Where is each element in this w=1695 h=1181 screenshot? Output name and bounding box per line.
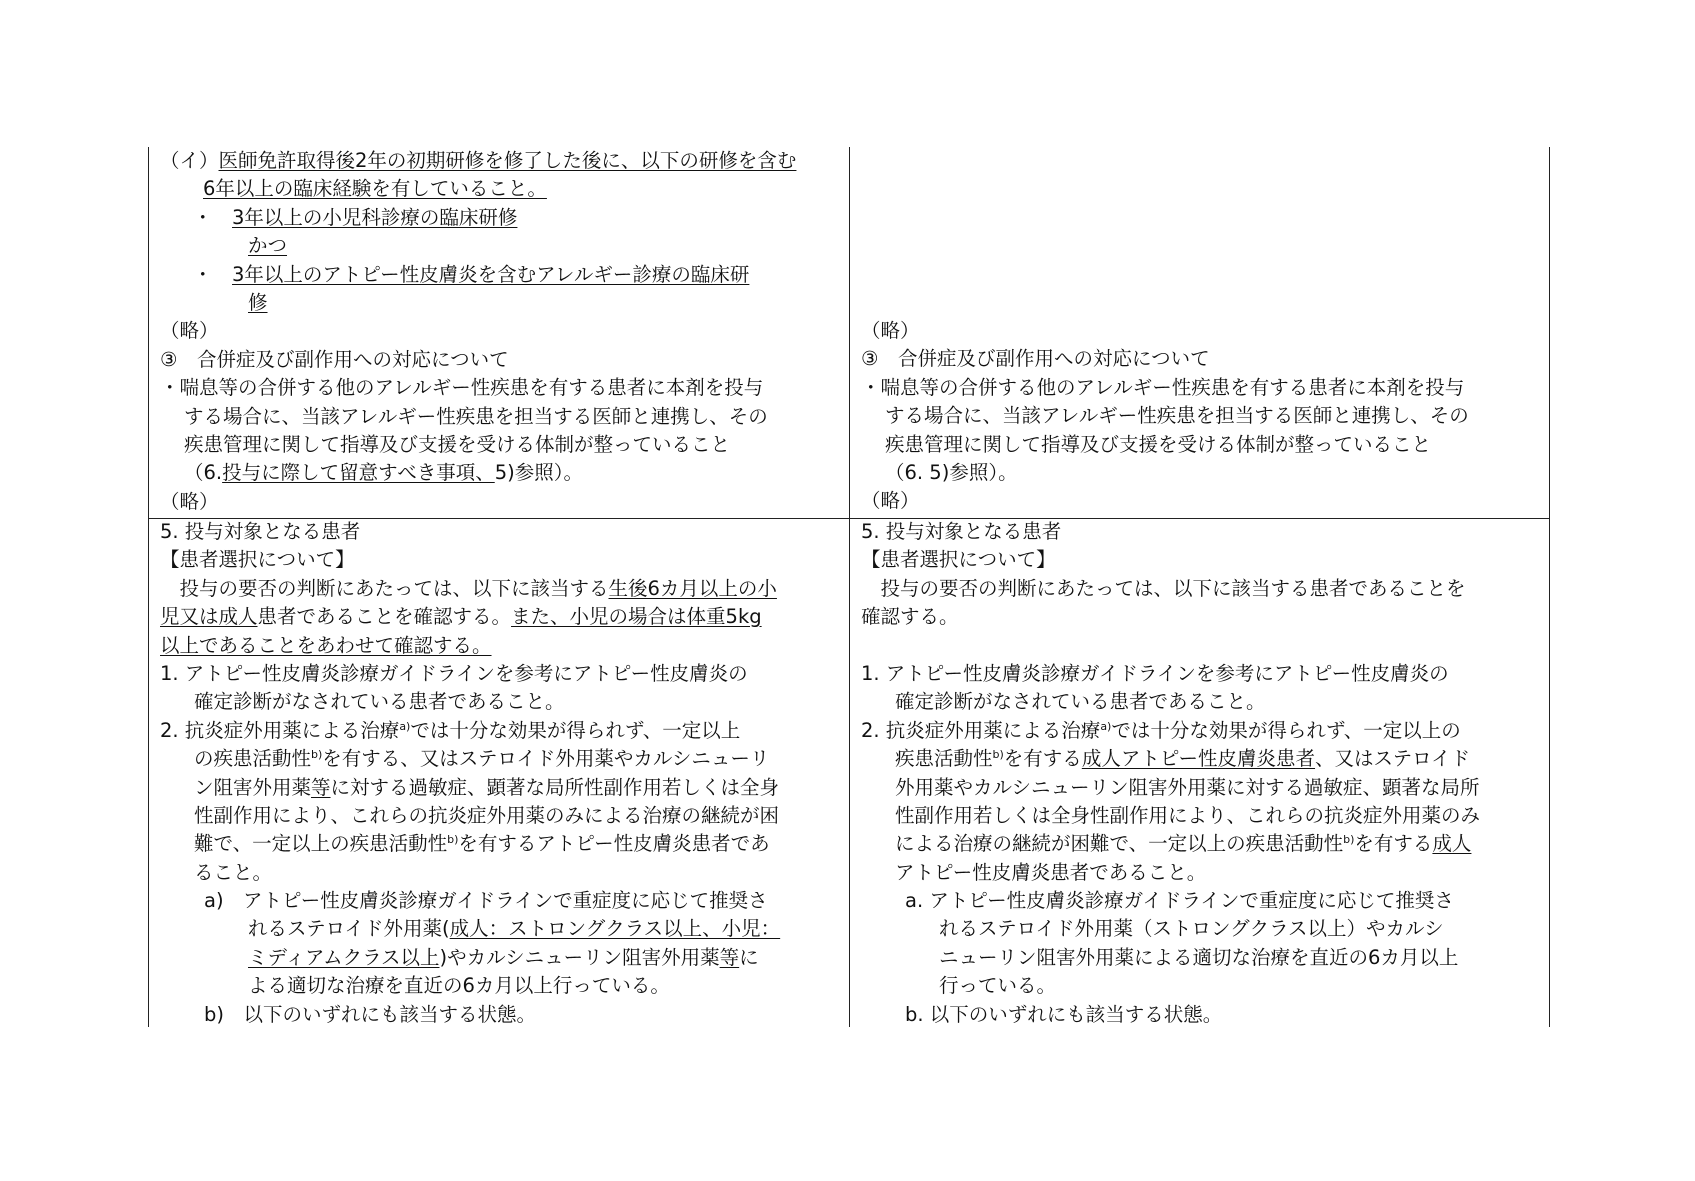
text-line <box>160 289 796 317</box>
table-border-right <box>1549 147 1550 1027</box>
omitted-marker: （略） <box>160 489 219 513</box>
text-line <box>160 147 796 175</box>
subsection-heading: 【患者選択について】 <box>160 548 355 572</box>
bullet-marker: ・ <box>193 205 233 229</box>
omitted-marker: （略） <box>861 489 920 513</box>
paragraph-line: する場合に、当該アレルギー性疾患を担当する医師と連携し、その <box>885 404 1469 428</box>
bullet-item <box>160 204 796 232</box>
paragraph-line: （6.投与に際して留意すべき事項、5)参照）。 <box>184 461 583 485</box>
list-item-continuation: 外用薬やカルシニューリン阻害外用薬に対する過敏症、顕著な局所 <box>895 775 1480 799</box>
list-item-continuation: 性副作用若しくは全身性副作用により、これらの抗炎症外用薬のみ <box>895 803 1481 827</box>
sub-list-item-continuation: ミディアムクラス以上)やカルシニューリン阻害外用薬等に <box>248 945 759 969</box>
text-line-underlined: 6年以上の臨床経験を有していること。 <box>203 177 547 201</box>
left-column-top <box>160 147 796 516</box>
paragraph-line: ・喘息等の合併する他のアレルギー性疾患を有する患者に本剤を投与 <box>861 375 1465 399</box>
list-item-continuation: 確定診断がなされている患者であること。 <box>895 690 1266 714</box>
sub-list-item: a. アトピー性皮膚炎診療ガイドラインで重症度に応じて推奨さ <box>905 889 1454 913</box>
list-item: 2. 抗炎症外用薬による治療$^{a)}$では十分な効果が得られず、一定以上の <box>861 718 1461 742</box>
list-item-continuation: による治療の継続が困難で、一定以上の疾患活動性$^{b)}$を有する成人 <box>895 832 1472 856</box>
right-column-bottom <box>861 518 1480 1029</box>
paragraph-line: ・喘息等の合併する他のアレルギー性疾患を有する患者に本剤を投与 <box>160 376 764 400</box>
list-item: 1. アトピー性皮膚炎診療ガイドラインを参考にアトピー性皮膚炎の <box>160 661 748 685</box>
blank-line <box>861 632 1480 660</box>
list-item-continuation: ン阻害外用薬等に対する過敏症、顕著な局所性副作用若しくは全身 <box>194 775 780 799</box>
section-heading: ③ 合併症及び副作用への対応について <box>160 347 509 371</box>
table-border-left <box>148 147 149 1027</box>
bullet-text: 3年以上のアトピー性皮膚炎を含むアレルギー診療の臨床研 <box>232 262 750 286</box>
bullet-item <box>160 261 796 289</box>
list-item: 2. 抗炎症外用薬による治療$^{a)}$では十分な効果が得られず、一定以上 <box>160 718 741 742</box>
sub-list-item-continuation: 行っている。 <box>939 974 1057 998</box>
sub-list-item-continuation: ニューリン阻害外用薬による適切な治療を直近の6カ月以上 <box>939 945 1459 969</box>
list-item: 1. アトピー性皮膚炎診療ガイドラインを参考にアトピー性皮膚炎の <box>861 661 1449 685</box>
paragraph-line: （6. 5)参照）。 <box>885 460 1018 484</box>
sub-list-item-continuation: よる適切な治療を直近の6カ月以上行っている。 <box>248 974 670 998</box>
section-heading: ③ 合併症及び副作用への対応について <box>861 347 1210 371</box>
bullet-text: 3年以上の小児科診療の臨床研修 <box>232 205 518 229</box>
omitted-marker: （略） <box>160 319 219 343</box>
sub-list-item: b) 以下のいずれにも該当する状態。 <box>204 1002 536 1026</box>
paragraph-line: 児又は成人患者であることを確認する。また、小児の場合は体重5kg <box>160 605 762 629</box>
list-item-continuation: 難で、一定以上の疾患活動性$^{b)}$を有するアトピー性皮膚炎患者であ <box>194 832 770 856</box>
paragraph-line: する場合に、当該アレルギー性疾患を担当する医師と連携し、その <box>184 404 768 428</box>
list-item-continuation: アトピー性皮膚炎患者であること。 <box>895 860 1207 884</box>
left-column-bottom <box>160 518 780 1029</box>
paragraph-line: 投与の要否の判断にあたっては、以下に該当する生後6カ月以上の小 <box>160 576 777 600</box>
text-line <box>160 175 796 203</box>
bullet-marker: ・ <box>193 262 233 286</box>
sub-list-item: a) アトピー性皮膚炎診療ガイドラインで重症度に応じて推奨さ <box>204 889 768 913</box>
list-item-continuation: の疾患活動性$^{b)}$を有する、又はステロイド外用薬やカルシニューリ <box>194 747 770 771</box>
text-line-prefix: （イ） <box>160 149 219 172</box>
table-column-divider <box>849 147 850 1027</box>
subsection-heading: 【患者選択について】 <box>861 548 1056 572</box>
list-item-continuation: 性副作用により、これらの抗炎症外用薬のみによる治療の継続が困 <box>194 803 780 827</box>
right-column-top <box>861 317 1469 516</box>
paragraph-line: 疾患管理に関して指導及び支援を受ける体制が整っていること <box>885 432 1432 456</box>
section-heading: 5. 投与対象となる患者 <box>160 520 361 543</box>
list-item-continuation: 確定診断がなされている患者であること。 <box>194 690 565 714</box>
text-line-underlined: 医師免許取得後2年の初期研修を修了した後に、以下の研修を含む <box>218 149 797 172</box>
sub-list-item-continuation: れるステロイド外用薬（ストロングクラス以上）やカルシ <box>939 917 1444 941</box>
list-item-continuation: 疾患活動性$^{b)}$を有する成人アトピー性皮膚炎患者、又はステロイド <box>895 747 1471 771</box>
text-line-underlined: 修 <box>248 290 268 314</box>
sub-list-item-continuation: れるステロイド外用薬(成人：ストロングクラス以上、小児： <box>248 917 781 941</box>
sub-list-item: b. 以下のいずれにも該当する状態。 <box>905 1002 1223 1026</box>
list-item-continuation: ること。 <box>194 860 273 884</box>
text-line-underlined: かつ <box>248 234 288 258</box>
omitted-marker: （略） <box>861 319 920 342</box>
paragraph-line: 確認する。 <box>861 605 959 629</box>
text-line <box>160 232 796 260</box>
paragraph-line: 投与の要否の判断にあたっては、以下に該当する患者であることを <box>861 576 1466 600</box>
paragraph-line: 疾患管理に関して指導及び支援を受ける体制が整っていること <box>184 432 731 456</box>
section-heading: 5. 投与対象となる患者 <box>861 520 1062 543</box>
paragraph-line: 以上であることをあわせて確認する。 <box>160 633 492 657</box>
